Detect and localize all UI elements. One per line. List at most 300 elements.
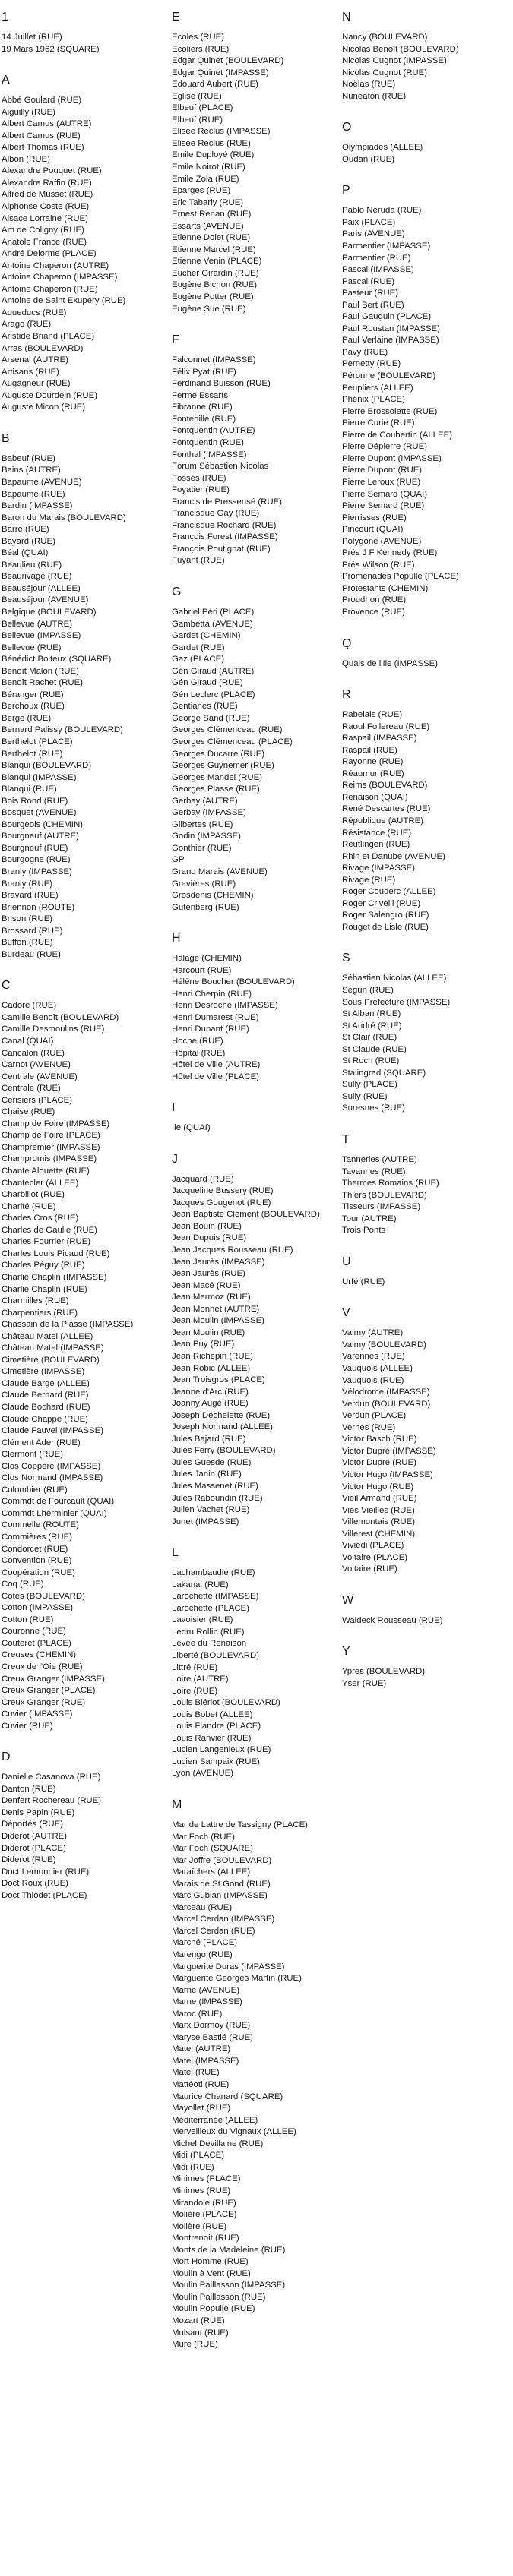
letter-section — [172, 932, 328, 1083]
street-entry: Mozart (RUE) — [172, 2316, 225, 2325]
street-entry: Ferdinand Buisson (RUE) — [172, 379, 271, 389]
street-entry: Colombier (RUE) — [2, 1485, 68, 1495]
street-entry: Camille Benoît (BOULEVARD) — [2, 1012, 119, 1022]
street-entry: Moulin Paillasson (IMPASSE) — [172, 2281, 286, 2290]
street-entry: Cimetière (IMPASSE) — [2, 1367, 85, 1377]
street-entry: Jacqueline Bussery (RUE) — [172, 1186, 274, 1196]
street-entry: Champromis (IMPASSE) — [2, 1154, 97, 1164]
street-entry: Jean Baptiste Clément (BOULEVARD) — [172, 1210, 320, 1220]
street-entry: Charlie Chaplin (RUE) — [2, 1284, 87, 1294]
street-entry: René Descartes (RUE) — [342, 804, 431, 814]
street-entry: Verdun (PLACE) — [342, 1411, 407, 1421]
street-entry: Bernard Palissy (BOULEVARD) — [2, 725, 123, 735]
street-entry: Elisée Reclus (RUE) — [172, 138, 251, 148]
section-letter: R — [342, 688, 351, 702]
street-entry: Gardet (RUE) — [172, 642, 225, 652]
street-entry: Branly (RUE) — [2, 879, 53, 889]
street-entry: Marceau (RUE) — [172, 1902, 233, 1912]
street-entry: Jeanne d'Arc (RUE) — [172, 1387, 249, 1397]
letter-section — [342, 1133, 498, 1237]
street-entry: Condorcet (RUE) — [2, 1544, 68, 1554]
street-entry: Victor Hugo (IMPASSE) — [342, 1470, 433, 1479]
letter-section — [342, 637, 498, 671]
street-entry: Villemontais (RUE) — [342, 1517, 416, 1527]
street-entry: Elisée Reclus (IMPASSE) — [172, 127, 271, 137]
street-entry: Jean Moulin (RUE) — [172, 1327, 245, 1337]
street-entry: Oudan (RUE) — [342, 154, 395, 164]
section-letter: W — [342, 1593, 354, 1607]
street-entry: Rivage (IMPASSE) — [342, 863, 416, 873]
street-entry: Mattéoti (RUE) — [172, 2080, 230, 2090]
street-entry: Ile (QUAI) — [172, 1123, 211, 1133]
letter-section — [342, 121, 498, 166]
street-entry: Camille Desmoulins (RUE) — [2, 1024, 105, 1034]
street-entry: Henri Dunant (RUE) — [172, 1024, 249, 1034]
street-entry: Rhin et Danube (AVENUE) — [342, 851, 445, 861]
street-entry: Matel (AUTRE) — [172, 2044, 231, 2054]
street-entry: Félix Pyat (RUE) — [172, 367, 236, 377]
street-entry: Gén Giraud (RUE) — [172, 678, 243, 688]
street-entry: Claude Chappe (RUE) — [2, 1414, 88, 1424]
street-entry: Georges Guynemer (RUE) — [172, 761, 274, 771]
street-entry: Nicolas Benoît (BOULEVARD) — [342, 44, 459, 54]
letter-section — [2, 979, 157, 1732]
street-entry: Phénix (PLACE) — [342, 395, 405, 405]
street-entry: Prés J F Kennedy (RUE) — [342, 548, 438, 558]
street-entry: Marché (PLACE) — [172, 1938, 238, 1948]
section-letter: I — [172, 1101, 176, 1115]
street-entry: Merveilleux du Vignaux (ALLEE) — [172, 2127, 296, 2137]
street-entry: Marcel Cerdan (RUE) — [172, 1926, 255, 1936]
street-entry: Gentianes (RUE) — [172, 702, 238, 712]
street-entry: Alfred de Musset (RUE) — [2, 190, 93, 200]
street-entry: Cotton (IMPASSE) — [2, 1603, 74, 1613]
street-entry: Chante Alouette (RUE) — [2, 1166, 90, 1176]
street-entry: Albert Thomas (RUE) — [2, 143, 84, 153]
street-entry: Varennes (RUE) — [342, 1352, 405, 1362]
street-entry: Michel Devillaine (RUE) — [172, 2139, 264, 2148]
street-entry: Maraîchers (ALLEE) — [172, 1867, 251, 1877]
street-entry: Alphonse Coste (RUE) — [2, 202, 90, 212]
street-entry: Fibranne (RUE) — [172, 402, 233, 412]
street-entry: Joanny Augé (RUE) — [172, 1399, 249, 1409]
street-entry: Jean Moulin (IMPASSE) — [172, 1316, 264, 1326]
street-entry: Fossés (RUE) — [172, 473, 226, 483]
street-entry: Jules Guesde (RUE) — [172, 1457, 252, 1467]
section-letter: T — [342, 1133, 350, 1147]
street-entry: Vieil Armand (RUE) — [342, 1494, 417, 1504]
street-entry: Elbeuf (PLACE) — [172, 103, 233, 113]
street-entry: Voltaire (RUE) — [342, 1564, 397, 1574]
index-column-1 — [2, 11, 157, 1920]
street-entry: Charité (RUE) — [2, 1201, 56, 1211]
street-entry: Foyatier (RUE) — [172, 485, 230, 495]
street-entry: Matel (RUE) — [172, 2068, 220, 2078]
street-entry: Paul Roustan (IMPASSE) — [342, 324, 440, 333]
street-entry: Rayonne (RUE) — [342, 757, 404, 767]
street-entry: 19 Mars 1962 (SQUARE) — [2, 44, 100, 54]
street-entry: Jean Puy (RUE) — [172, 1340, 235, 1350]
street-entry: Hoche (RUE) — [172, 1037, 223, 1046]
street-entry: Grand Marais (AVENUE) — [172, 867, 268, 876]
street-entry: St Roch (RUE) — [342, 1056, 400, 1066]
street-entry: Godin (IMPASSE) — [172, 832, 241, 841]
street-entry: Méditerranée (ALLEE) — [172, 2115, 258, 2125]
street-entry: Eglise (RUE) — [172, 91, 222, 101]
street-entry: Babeuf (RUE) — [2, 453, 55, 463]
street-entry: Charlie Chaplin (IMPASSE) — [2, 1272, 107, 1282]
street-entry: Denfert Rochereau (RUE) — [2, 1796, 102, 1806]
street-entry: Fonthal (IMPASSE) — [172, 450, 247, 459]
street-entry: Reims (BOULEVARD) — [342, 781, 428, 791]
street-entry: Pierre Semard (QUAI) — [342, 489, 428, 499]
street-entry: Côtes (BOULEVARD) — [2, 1591, 85, 1601]
letter-section — [172, 586, 328, 914]
index-column-2 — [172, 11, 328, 2369]
street-entry: Jean Troisgros (PLACE) — [172, 1375, 265, 1385]
section-letter: 1 — [2, 11, 8, 24]
street-entry: Barre (RUE) — [2, 525, 49, 535]
street-entry: Chantecler (ALLEE) — [2, 1178, 79, 1188]
street-entry: Beaurivage (RUE) — [2, 572, 72, 582]
letter-section — [2, 11, 157, 55]
street-entry: Viviêdi (PLACE) — [342, 1541, 404, 1551]
street-entry: Gambetta (AVENUE) — [172, 619, 253, 629]
street-entry: Louis Ranvier (RUE) — [172, 1733, 252, 1743]
street-entry: Moulin à Vent (RUE) — [172, 2268, 251, 2278]
street-entry: Villerest (CHEMIN) — [342, 1529, 415, 1539]
street-entry: Etienne Dolet (RUE) — [172, 233, 251, 243]
street-entry: Cimetière (BOULEVARD) — [2, 1355, 100, 1365]
street-entry: Gabriel Péri (PLACE) — [172, 607, 255, 617]
street-entry: Molière (PLACE) — [172, 2210, 237, 2220]
street-entry: Valmy (BOULEVARD) — [342, 1340, 426, 1350]
street-entry: Gén Giraud (AUTRE) — [172, 666, 255, 676]
section-letter: E — [172, 11, 180, 24]
street-entry: Beaulieu (RUE) — [2, 560, 62, 570]
street-entry: Claude Barge (ALLEE) — [2, 1378, 90, 1388]
street-entry: Eugène Bichon (RUE) — [172, 280, 258, 290]
street-entry: Marengo (RUE) — [172, 1950, 233, 1960]
street-entry: André Delorme (PLACE) — [2, 249, 97, 259]
letter-section — [342, 1255, 498, 1289]
street-entry: Diderot (RUE) — [2, 1855, 56, 1865]
street-entry: Louis Bobet (ALLEE) — [172, 1709, 253, 1719]
street-entry: Carnot (AVENUE) — [2, 1060, 71, 1070]
street-entry: Stalingrad (SQUARE) — [342, 1068, 426, 1078]
street-entry: Pablo Néruda (RUE) — [342, 206, 422, 216]
street-entry: Georges Ducarre (RUE) — [172, 749, 265, 759]
street-entry: Levée du Renaison — [172, 1639, 247, 1649]
street-entry: 14 Juillet (RUE) — [2, 33, 62, 42]
section-letter: Y — [342, 1645, 350, 1659]
street-entry: Sébastien Nicolas (ALLEE) — [342, 974, 447, 983]
street-entry: Quais de l'Ile (IMPASSE) — [342, 658, 439, 668]
street-entry: Lakanal (RUE) — [172, 1580, 229, 1589]
street-entry: Champ de Foire (PLACE) — [2, 1131, 100, 1141]
street-entry: Charpentiers (RUE) — [2, 1308, 78, 1318]
street-entry: François Poutignat (RUE) — [172, 544, 271, 554]
section-letter: P — [342, 184, 350, 197]
street-entry: Mayollet (RUE) — [172, 2104, 231, 2114]
section-letter: A — [2, 74, 10, 87]
street-entry: Proudhon (RUE) — [342, 595, 407, 605]
street-entry: Thiers (BOULEVARD) — [342, 1190, 427, 1200]
street-entry: Albon (RUE) — [2, 154, 50, 164]
street-entry: Clos Coppéré (IMPASSE) — [2, 1461, 101, 1471]
street-entry: Jean Dupuis (RUE) — [172, 1233, 247, 1243]
street-entry: Gonthier (RUE) — [172, 843, 232, 853]
street-entry: Henri Desroche (IMPASSE) — [172, 1001, 278, 1011]
street-entry: Creux Granger (PLACE) — [2, 1686, 96, 1696]
street-entry: Pierre de Coubertin (ALLEE) — [342, 430, 452, 440]
street-entry: Bourgogne (RUE) — [2, 855, 71, 865]
street-entry: Ecoles (RUE) — [172, 33, 224, 42]
street-entry: Alsace Lorraine (RUE) — [2, 213, 88, 223]
street-entry: Cuvier (IMPASSE) — [2, 1709, 73, 1719]
street-entry: Eric Tabarly (RUE) — [172, 197, 244, 207]
street-entry: Lucien Langenieux (RUE) — [172, 1745, 271, 1755]
street-entry: Creux de l'Oie (RUE) — [2, 1662, 83, 1672]
street-entry: Victor Dupré (RUE) — [342, 1458, 416, 1468]
letter-section — [342, 1594, 498, 1627]
street-entry: Danton (RUE) — [2, 1784, 56, 1794]
street-entry: Edgar Quinet (IMPASSE) — [172, 68, 269, 77]
street-entry: Nicolas Cugnot (RUE) — [342, 68, 428, 77]
street-entry: Clos Normand (IMPASSE) — [2, 1473, 103, 1483]
street-entry: Rabelais (RUE) — [342, 710, 403, 720]
street-entry: Promenades Populle (PLACE) — [342, 572, 459, 582]
street-entry: Ernest Renan (RUE) — [172, 210, 252, 219]
street-entry: Tour (AUTRE) — [342, 1214, 397, 1223]
street-entry: Lachambaudie (RUE) — [172, 1568, 255, 1578]
street-entry: Arago (RUE) — [2, 320, 52, 330]
street-entry: Vauquois (ALLEE) — [342, 1364, 413, 1374]
street-entry: Cancalon (RUE) — [2, 1048, 65, 1058]
street-entry: Grosdenis (CHEMIN) — [172, 891, 254, 901]
street-entry: Polygone (AVENUE) — [342, 536, 422, 546]
street-entry: Fontquentin (AUTRE) — [172, 426, 255, 436]
street-entry: Alexandre Raffin (RUE) — [2, 178, 92, 188]
street-entry: Bravard (RUE) — [2, 891, 59, 901]
street-entry: Henri Dumarest (RUE) — [172, 1012, 259, 1022]
street-entry: Thermes Romains (RUE) — [342, 1179, 439, 1189]
street-entry: Danielle Casanova (RUE) — [2, 1773, 101, 1782]
street-entry: Louis Flandre (PLACE) — [172, 1722, 261, 1732]
street-entry: Marne (IMPASSE) — [172, 1997, 242, 2007]
street-entry: Aqueducs (RUE) — [2, 308, 67, 317]
letter-section — [2, 1750, 157, 1902]
street-entry: Renaison (QUAI) — [342, 792, 408, 802]
street-entry: Edgar Quinet (BOULEVARD) — [172, 56, 284, 66]
street-entry: Claude Bochard (RUE) — [2, 1402, 90, 1412]
street-entry: Paul Verlaine (IMPASSE) — [342, 336, 439, 346]
street-entry: Voltaire (PLACE) — [342, 1552, 408, 1562]
street-entry: Coopération (RUE) — [2, 1567, 75, 1577]
street-entry: Château Matel (ALLEE) — [2, 1331, 93, 1341]
street-entry: Bapaume (AVENUE) — [2, 477, 82, 487]
street-entry: Bellevue (IMPASSE) — [2, 631, 81, 641]
street-entry: Commdt Lherminier (QUAI) — [2, 1508, 107, 1518]
street-entry: Francis de Pressensé (RUE) — [172, 497, 282, 507]
street-entry: Joseph Déchelette (RUE) — [172, 1410, 271, 1420]
street-entry: Mirandole (RUE) — [172, 2198, 236, 2208]
street-entry: Forum Sébastien Nicolas — [172, 462, 269, 472]
street-entry: Marais de St Gond (RUE) — [172, 1879, 271, 1889]
street-entry: Anatole France (RUE) — [2, 237, 87, 247]
street-entry: Commelle (ROUTE) — [2, 1520, 79, 1530]
street-entry: Montrenoit (RUE) — [172, 2233, 239, 2243]
street-entry: St Alban (RUE) — [342, 1009, 401, 1019]
street-entry: Sully (RUE) — [342, 1091, 388, 1101]
street-entry: Sully (PLACE) — [342, 1080, 397, 1090]
street-entry: Raspail (IMPASSE) — [342, 734, 417, 743]
street-entry: Marc Gubian (IMPASSE) — [172, 1891, 268, 1901]
street-entry: Bois Rond (RUE) — [2, 796, 68, 806]
section-letter: N — [342, 11, 351, 24]
street-entry: Artisans (RUE) — [2, 367, 59, 377]
street-entry: Arsenal (AUTRE) — [2, 355, 68, 365]
street-entry: Minimes (PLACE) — [172, 2174, 241, 2184]
street-entry: Roger Crivelli (RUE) — [342, 898, 421, 908]
street-entry: Etienne Marcel (RUE) — [172, 245, 256, 254]
street-entry: Blanqui (BOULEVARD) — [2, 761, 92, 771]
street-entry: Augagneur (RUE) — [2, 379, 71, 389]
street-entry: Cadore (RUE) — [2, 1001, 57, 1011]
street-entry: Marx Dormoy (RUE) — [172, 2021, 251, 2031]
street-entry: Marcel Cerdan (IMPASSE) — [172, 1915, 275, 1924]
street-entry: Gutenberg (RUE) — [172, 902, 239, 912]
street-entry: Bayard (RUE) — [2, 536, 55, 546]
street-entry: Etienne Venin (PLACE) — [172, 257, 262, 267]
street-entry: Brossard (RUE) — [2, 926, 63, 936]
street-entry: Champ de Foire (IMPASSE) — [2, 1119, 110, 1129]
street-entry: Claude Bernard (RUE) — [2, 1391, 89, 1400]
street-entry: Déportés (RUE) — [2, 1820, 64, 1829]
street-entry: Bardin (IMPASSE) — [2, 501, 73, 511]
street-entry: Pierre Dupont (IMPASSE) — [342, 453, 442, 463]
street-entry: Gardet (CHEMIN) — [172, 631, 241, 641]
street-entry: Péronne (BOULEVARD) — [342, 371, 436, 381]
street-entry: Bellevue (AUTRE) — [2, 619, 73, 629]
street-entry: Hélène Boucher (BOULEVARD) — [172, 977, 295, 987]
street-entry: Roger Salengro (RUE) — [342, 911, 429, 920]
street-entry: Littré (RUE) — [172, 1662, 218, 1672]
street-entry: Bénédict Boiteux (SQUARE) — [2, 655, 112, 665]
letter-section — [172, 11, 328, 315]
street-entry: Maroc (RUE) — [172, 2009, 223, 2019]
street-entry: Marguerite Georges Martin (RUE) — [172, 1974, 302, 1984]
street-entry: Waldeck Rousseau (RUE) — [342, 1615, 443, 1625]
street-entry: Creuses (CHEMIN) — [2, 1650, 77, 1660]
street-entry: Junet (IMPASSE) — [172, 1517, 239, 1526]
letter-section — [342, 952, 498, 1115]
street-entry: Jacquard (RUE) — [172, 1174, 234, 1184]
street-entry: Lavoisier (RUE) — [172, 1615, 233, 1625]
street-entry: Pierre Semard (RUE) — [342, 501, 425, 511]
letter-section — [2, 432, 157, 961]
street-entry: Auguste Dourdein (RUE) — [2, 390, 97, 400]
street-entry: Lucien Sampaix (RUE) — [172, 1757, 260, 1766]
street-entry: George Sand (RUE) — [172, 713, 250, 723]
street-entry: Beauséjour (ALLEE) — [2, 583, 81, 593]
street-entry: Ferme Essarts — [172, 390, 229, 400]
street-entry: Gravières (RUE) — [172, 879, 236, 889]
street-entry: Segun (RUE) — [342, 986, 394, 995]
street-entry: Jules Massenet (RUE) — [172, 1481, 258, 1491]
street-entry: Paul Gauguin (PLACE) — [342, 312, 432, 322]
street-entry: Verdun (BOULEVARD) — [342, 1399, 431, 1409]
letter-section — [342, 11, 498, 103]
street-entry: Molière (RUE) — [172, 2221, 227, 2231]
street-entry: Jules Janin (RUE) — [172, 1470, 242, 1479]
street-entry: Larochette (IMPASSE) — [172, 1592, 259, 1602]
street-entry: Mar de Lattre de Tassigny (PLACE) — [172, 1820, 308, 1829]
street-entry: Am de Coligny (RUE) — [2, 226, 84, 235]
street-entry: Noëlas (RUE) — [342, 80, 396, 90]
street-entry: Francisque Gay (RUE) — [172, 509, 260, 519]
street-entry: Briennon (ROUTE) — [2, 902, 75, 912]
street-entry: Reutlingen (RUE) — [342, 840, 410, 850]
street-entry: République (AUTRE) — [342, 816, 423, 826]
street-entry: Jean Richepin (RUE) — [172, 1351, 253, 1361]
street-entry: Pavy (RUE) — [342, 347, 388, 357]
street-entry: Roger Couderc (ALLEE) — [342, 887, 436, 897]
street-entry: Sous Préfecture (IMPASSE) — [342, 997, 451, 1007]
street-entry: Charles Péguy (RUE) — [2, 1261, 85, 1271]
street-entry: Berthelot (RUE) — [2, 749, 63, 759]
street-entry: Liberté (BOULEVARD) — [172, 1650, 259, 1660]
street-entry: Yser (RUE) — [342, 1678, 387, 1688]
street-entry: Larochette (PLACE) — [172, 1603, 249, 1613]
section-letter: M — [172, 1798, 182, 1811]
street-entry: Midi (PLACE) — [172, 2151, 224, 2161]
letter-section — [342, 688, 498, 933]
street-entry: Centrale (AVENUE) — [2, 1072, 78, 1081]
street-entry: Victor Dupré (IMPASSE) — [342, 1446, 436, 1456]
street-entry: Suresnes (RUE) — [342, 1103, 405, 1113]
street-entry: Paris (AVENUE) — [342, 229, 405, 239]
street-entry: Beauséjour (AVENUE) — [2, 595, 89, 605]
street-entry: Bourgeois (CHEMIN) — [2, 819, 83, 829]
street-entry: Creux Granger (RUE) — [2, 1697, 86, 1707]
street-entry: Raoul Follereau (RUE) — [342, 721, 430, 731]
street-entry: Elbeuf (RUE) — [172, 115, 223, 125]
street-entry: Tisseurs (IMPASSE) — [342, 1202, 421, 1212]
street-entry: Nicolas Cugnot (IMPASSE) — [342, 56, 447, 66]
street-entry: Denis Papin (RUE) — [2, 1807, 75, 1817]
street-entry: Alexandre Pouquet (RUE) — [2, 166, 102, 176]
street-entry: GP — [172, 855, 185, 865]
street-entry: Eparges (RUE) — [172, 186, 231, 196]
street-entry: Pascal (IMPASSE) — [342, 265, 414, 275]
section-letter: G — [172, 585, 182, 598]
street-entry: Loire (AUTRE) — [172, 1675, 229, 1684]
street-entry: Bapaume (RUE) — [2, 489, 65, 499]
street-entry: Provence (RUE) — [342, 607, 405, 617]
street-entry: Pierre Dupont (RUE) — [342, 466, 423, 475]
street-entry: Maryse Bastié (RUE) — [172, 2032, 253, 2042]
street-entry: Bourgneuf (AUTRE) — [2, 832, 79, 841]
street-entry: Mar Joffre (BOULEVARD) — [172, 1855, 272, 1865]
street-entry: Pierre Dépierre (RUE) — [342, 442, 428, 452]
street-entry: Jean Bouin (RUE) — [172, 1221, 242, 1231]
street-entry: Eugène Sue (RUE) — [172, 304, 246, 314]
letter-section — [172, 1153, 328, 1528]
street-entry: Eugène Potter (RUE) — [172, 292, 254, 302]
street-entry: Hôtel de Ville (PLACE) — [172, 1072, 260, 1081]
street-entry: Cotton (RUE) — [2, 1615, 54, 1624]
